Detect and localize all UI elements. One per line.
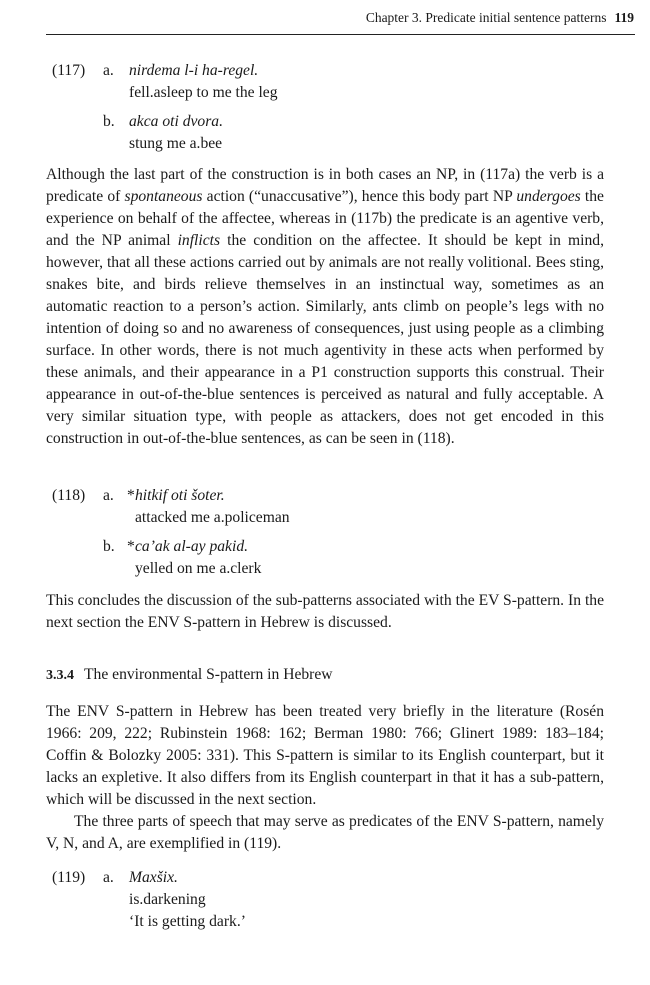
ungrammatical-star: * [127, 487, 135, 504]
example-source-line: hitkif oti šoter. [135, 487, 225, 504]
example-label: b. [103, 113, 115, 130]
example-gloss-line: attacked me a.policeman [135, 509, 290, 526]
body-paragraph: This concludes the discussion of the sub-patterns associated with the EV S-pattern. In the next section the ENV S-pattern in Hebrew is discussed. [46, 592, 604, 631]
example-source-line: ca’ak al-ay pakid. [135, 538, 249, 555]
ungrammatical-star: * [127, 538, 135, 555]
text-run: the experience on behalf of the affectee, whereas in (117b) the predicate is an agentive verb, and the NP animal [46, 188, 604, 249]
example-number: (118) [52, 487, 86, 504]
emphasis: inflicts [177, 232, 221, 249]
example-source-line: akca oti dvora. [129, 113, 223, 130]
emphasis: undergoes [516, 188, 581, 205]
section-heading [46, 664, 333, 687]
example-source-line: nirdema l-i ha-regel. [129, 62, 259, 79]
body-paragraph: The three parts of speech that may serve as predicates of the ENV S-pattern, namely V, N, and A, are exemplified in (119). [46, 813, 604, 852]
example-gloss-line: yelled on me a.clerk [135, 560, 262, 577]
example-number: (119) [52, 869, 86, 886]
example-source-line: Maxšix. [129, 869, 178, 886]
example-gloss-line: stung me a.bee [129, 135, 223, 152]
emphasis: spontaneous [124, 188, 203, 205]
example-label: a. [103, 869, 114, 886]
section-number: 3.3.4 [46, 668, 74, 683]
example-label: a. [103, 487, 114, 504]
example-translation-line: ‘It is getting dark.’ [129, 913, 246, 930]
body-paragraph [46, 164, 604, 450]
chapter-title: Chapter 3. Predicate initial sentence patterns [365, 10, 607, 25]
text-run: the condition on the affectee. It should be kept in mind, however, that all these actions carried out by animals are not really volitional. Bees sting, snakes bite, and birds relieve themselves in an instinctual way, sometimes as an automatic reaction to a person’s action. Similarly, ants climb on people’s legs with no intention of doing so and no awareness of consequences, just using people as a climbing surface. In other words, there is not much agentivity in these acts when performed by these animals, and their appearance in a P1 construction supports this construal. Their appearance in out-of-the-blue sentences is perceived as natural and fully acceptable. A very similar situation type, with people as attackers, does not get encoded in this construction in out-of-the-blue sentences, as can be seen in (118). [46, 232, 604, 447]
section-title: The environmental S-pattern in Hebrew [84, 666, 333, 683]
example-label: a. [103, 62, 114, 79]
page-number: 119 [614, 10, 634, 25]
example-number: (117) [52, 62, 86, 79]
example-gloss-line: is.darkening [129, 891, 206, 908]
text-run: action (“unaccusative”), hence this body part NP [202, 188, 517, 205]
body-paragraph: The ENV S-pattern in Hebrew has been treated very briefly in the literature (Rosén 1966: 209, 222; Rubinstein 1968: 162; Berman 1980: 766; Glinert 1989: 183–184; Coffin & Bolozky 2005: 331). This S-pattern is similar to its English counterpart, but it lacks an expletive. It also differs from its English counterpart in that it has a sub-pattern, which will be discussed in the next section. [46, 703, 604, 808]
text-run: Although the last part of the construction is in both cases an NP, in (117a) the verb is a predicate of [46, 166, 604, 205]
example-gloss-line: fell.asleep to me the leg [129, 84, 278, 101]
header-rule [46, 34, 635, 35]
example-label: b. [103, 538, 115, 555]
running-header [46, 8, 634, 28]
